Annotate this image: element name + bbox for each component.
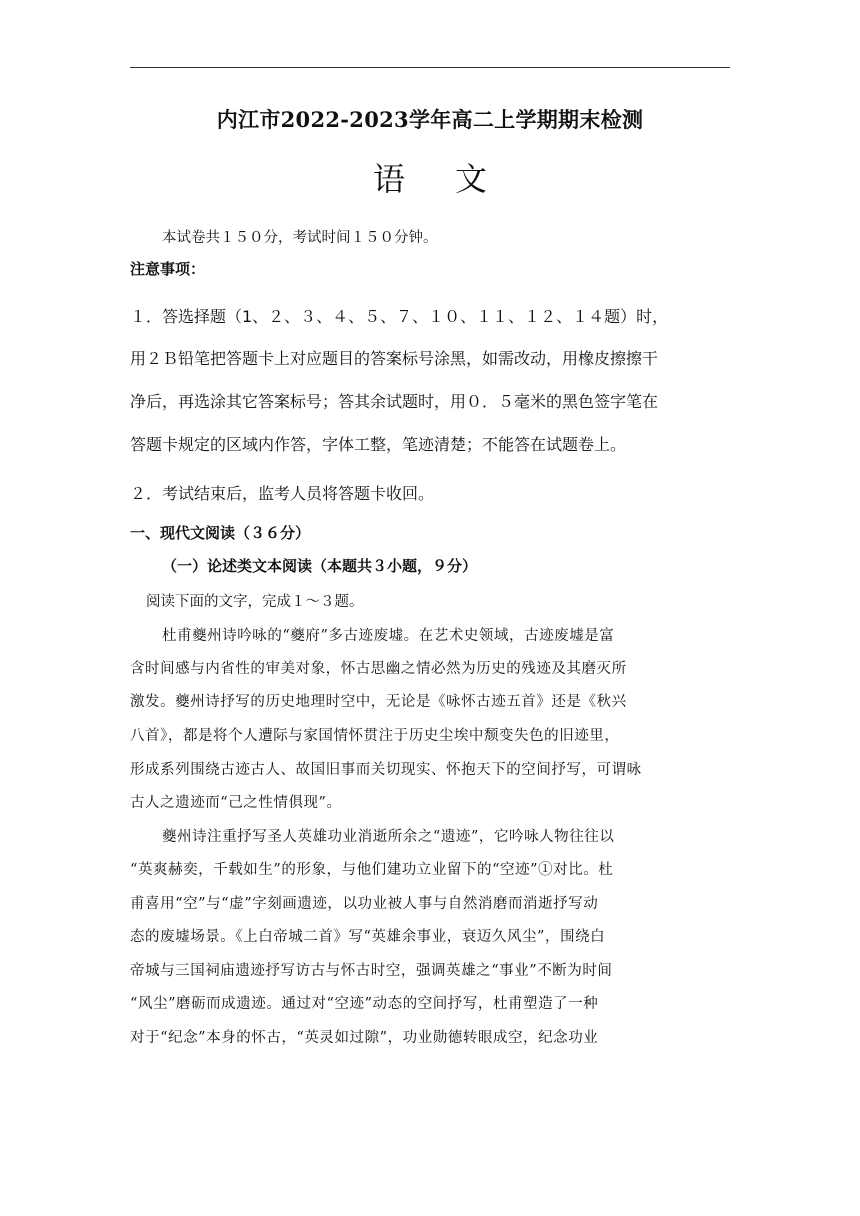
section-heading: 一、现代文阅读（３６分） bbox=[130, 524, 311, 542]
passage-line-8: “英爽赫奕，千载如生”的形象，与他们建功立业留下的“空迹”①对比。杜 bbox=[130, 862, 614, 878]
passage-line-4: 八首》，都是将个人遭际与家国情怀贯注于历史尘埃中颓变失色的旧迹里， bbox=[130, 728, 620, 744]
notice-line-3: 净后，再选涂其它答案标号；答其余试题时，用０．５毫米的黑色签字笔在 bbox=[130, 392, 659, 411]
passage-line-5: 形成系列围绕古迹古人、故国旧事而关切现实、怀抱天下的空间抒写，可谓咏 bbox=[130, 762, 642, 778]
notice-line-1: １．答选择题（1、２、３、４、５、７、１０、１１、１２、１４题）时， bbox=[130, 307, 669, 326]
top-divider bbox=[130, 67, 730, 68]
passage-line-1: 杜甫夔州诗吟咏的“夔府”多古迹废墟。在艺术史领域，古迹废墟是富 bbox=[162, 628, 615, 644]
passage-line-12: “风尘”磨砺而成遗迹。通过对“空迹”动态的空间抒写，杜甫塑造了一种 bbox=[130, 996, 599, 1012]
passage-line-13: 对于“纪念”本身的怀古，“英灵如过隙”，功业勋德转眼成空，纪念功业 bbox=[130, 1030, 599, 1046]
notice-line-5: ２．考试结束后，监考人员将答题卡收回。 bbox=[130, 484, 435, 503]
passage-line-10: 态的废墟场景。《上白帝城二首》写“英雄余事业，衰迈久风尘”，围绕白 bbox=[130, 929, 606, 945]
subsection-heading: （一）论述类文本阅读（本题共３小题，９分） bbox=[162, 557, 478, 575]
notice-line-4: 答题卡规定的区域内作答，字体工整，笔迹清楚；不能答在试题卷上。 bbox=[130, 435, 627, 454]
subject-heading: 语文 bbox=[372, 160, 537, 198]
exam-title: 内江市2022-2023学年高二上学期期末检测 bbox=[216, 107, 644, 132]
passage-line-7: 夔州诗注重抒写圣人英雄功业消逝所余之“遗迹”，它吟咏人物往往以 bbox=[162, 829, 615, 845]
passage-line-6: 古人之遗迹而“己之性情俱现”。 bbox=[130, 795, 342, 811]
passage-line-9: 甫喜用“空”与“虚”字刻画遗迹，以功业被人事与自然消磨而消逝抒写动 bbox=[130, 896, 599, 912]
notice-line-2: 用２Ｂ铅笔把答题卡上对应题目的答案标号涂黑，如需改动，用橡皮擦擦干 bbox=[130, 349, 659, 368]
passage-line-3: 激发。夔州诗抒写的历史地理时空中，无论是《咏怀古迹五首》还是《秋兴 bbox=[130, 694, 627, 710]
notice-heading: 注意事项： bbox=[130, 260, 206, 278]
reading-instruction: 阅读下面的文字，完成１～３题。 bbox=[146, 594, 364, 610]
exam-intro: 本试卷共１５０分，考试时间１５０分钟。 bbox=[162, 230, 438, 246]
passage-line-2: 含时间感与内省性的审美对象，怀古思幽之情必然为历史的残迹及其磨灭所 bbox=[130, 661, 627, 677]
passage-line-11: 帝城与三国祠庙遗迹抒写访古与怀古时空，强调英雄之“事业”不断为时间 bbox=[130, 963, 613, 979]
